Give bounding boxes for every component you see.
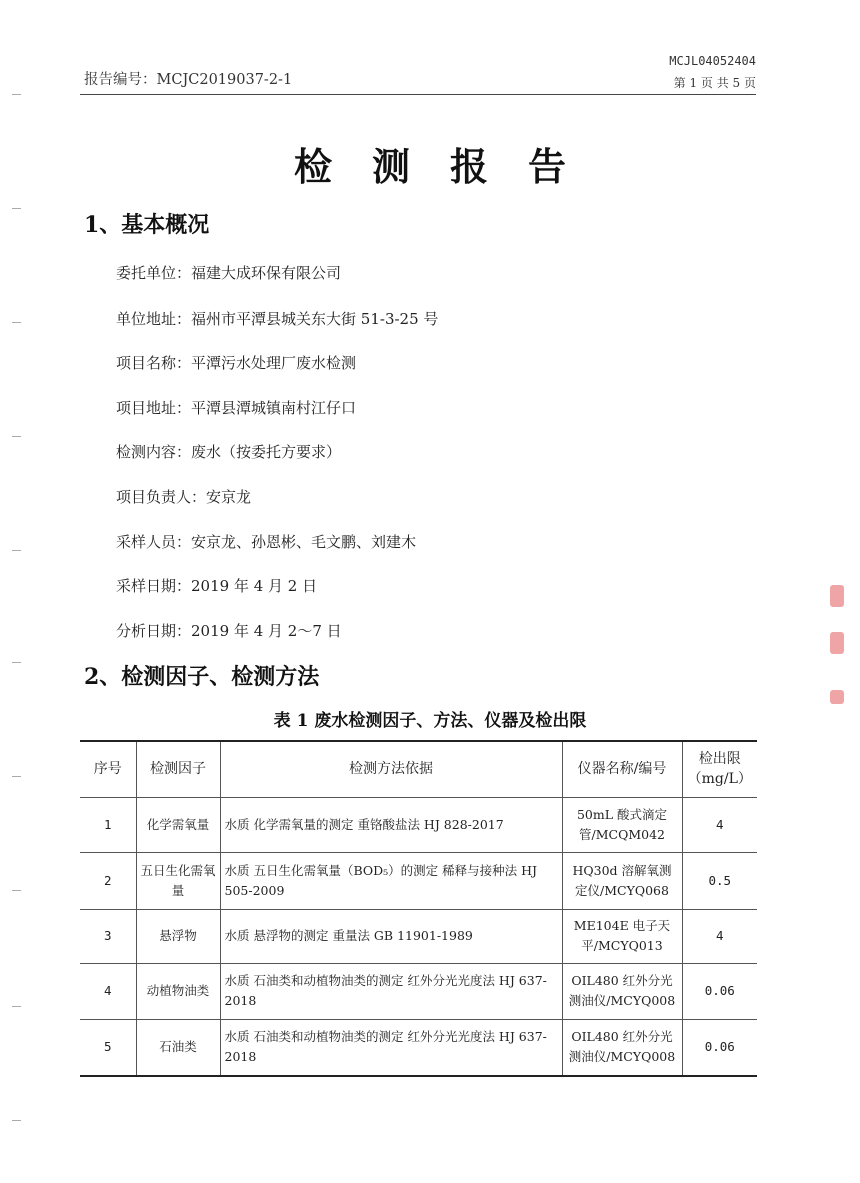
cell-instrument: OIL480 红外分光测油仪/MCYQ008 bbox=[562, 963, 682, 1019]
methods-table bbox=[80, 740, 757, 1077]
info-row-address bbox=[116, 308, 438, 329]
seal-fragment bbox=[830, 690, 844, 704]
cell-factor: 石油类 bbox=[136, 1019, 220, 1076]
info-label: 采样日期： bbox=[116, 577, 192, 595]
info-label: 委托单位： bbox=[116, 264, 192, 282]
cell-method: 水质 五日生化需氧量（BOD₅）的测定 稀释与接种法 HJ 505-2009 bbox=[220, 852, 562, 909]
column-header: 仪器名称/编号 bbox=[562, 741, 682, 797]
info-value: 安京龙 bbox=[206, 488, 252, 506]
cell-method: 水质 石油类和动植物油类的测定 红外分光光度法 HJ 637-2018 bbox=[220, 1019, 562, 1076]
column-header: 检测因子 bbox=[136, 741, 220, 797]
document-code: MCJL04052404 bbox=[669, 54, 756, 68]
cell-limit: 0.5 bbox=[682, 852, 757, 909]
cell-no: 1 bbox=[80, 797, 136, 852]
cell-limit: 4 bbox=[682, 797, 757, 852]
cell-method: 水质 化学需氧量的测定 重铬酸盐法 HJ 828-2017 bbox=[220, 797, 562, 852]
info-value: 福建大成环保有限公司 bbox=[191, 264, 342, 282]
margin-mark bbox=[12, 322, 21, 323]
cell-no: 3 bbox=[80, 909, 136, 963]
cell-instrument: OIL480 红外分光测油仪/MCYQ008 bbox=[562, 1019, 682, 1076]
cell-factor: 五日生化需氧量 bbox=[136, 852, 220, 909]
margin-mark bbox=[12, 776, 21, 777]
info-value: 2019 年 4 月 2～7 日 bbox=[191, 622, 342, 640]
table-row bbox=[80, 909, 757, 963]
info-row-project-address bbox=[116, 397, 356, 418]
cell-limit: 4 bbox=[682, 909, 757, 963]
cell-instrument: HQ30d 溶解氧测定仪/MCYQ068 bbox=[562, 852, 682, 909]
info-label: 单位地址： bbox=[116, 310, 192, 328]
cell-limit: 0.06 bbox=[682, 1019, 757, 1076]
cell-factor: 悬浮物 bbox=[136, 909, 220, 963]
info-label: 项目名称： bbox=[116, 354, 192, 372]
info-label: 采样人员： bbox=[116, 533, 192, 551]
cell-method: 水质 悬浮物的测定 重量法 GB 11901-1989 bbox=[220, 909, 562, 963]
table-row bbox=[80, 852, 757, 909]
info-row-client bbox=[116, 262, 341, 283]
header-rule bbox=[80, 94, 756, 95]
info-row-analysis-date bbox=[116, 620, 342, 641]
cell-no: 2 bbox=[80, 852, 136, 909]
cell-factor: 动植物油类 bbox=[136, 963, 220, 1019]
info-row-project-name bbox=[116, 352, 356, 373]
margin-mark bbox=[12, 208, 21, 209]
cell-no: 4 bbox=[80, 963, 136, 1019]
table-row bbox=[80, 1019, 757, 1076]
info-row-samplers bbox=[116, 531, 416, 552]
info-label: 项目地址： bbox=[116, 399, 192, 417]
page-info: 第 1 页 共 5 页 bbox=[673, 76, 756, 90]
info-value: 平潭污水处理厂废水检测 bbox=[191, 354, 357, 372]
column-header: 序号 bbox=[80, 741, 136, 797]
info-label: 项目负责人： bbox=[116, 488, 207, 506]
table-row bbox=[80, 963, 757, 1019]
table-row bbox=[80, 797, 757, 852]
margin-mark bbox=[12, 662, 21, 663]
seal-fragment bbox=[830, 585, 844, 607]
info-value: 安京龙、孙恩彬、毛文鹏、刘建木 bbox=[191, 533, 417, 551]
margin-mark bbox=[12, 1006, 21, 1007]
section-methods-heading: 2、检测因子、检测方法 bbox=[84, 664, 320, 690]
margin-mark bbox=[12, 94, 21, 95]
info-row-project-lead bbox=[116, 486, 251, 507]
cell-factor: 化学需氧量 bbox=[136, 797, 220, 852]
info-label: 检测内容： bbox=[116, 443, 192, 461]
margin-mark bbox=[12, 436, 21, 437]
info-row-sampling-date bbox=[116, 575, 317, 596]
seal-fragment bbox=[830, 632, 844, 654]
cell-no: 5 bbox=[80, 1019, 136, 1076]
cell-instrument: 50mL 酸式滴定管/MCQM042 bbox=[562, 797, 682, 852]
margin-mark bbox=[12, 550, 21, 551]
info-row-test-content bbox=[116, 441, 341, 462]
info-label: 分析日期： bbox=[116, 622, 192, 640]
column-header: 检出限（mg/L） bbox=[682, 741, 757, 797]
cell-limit: 0.06 bbox=[682, 963, 757, 1019]
info-value: 2019 年 4 月 2 日 bbox=[191, 577, 318, 595]
report-number: 报告编号：MCJC2019037-2-1 bbox=[84, 72, 293, 88]
margin-mark bbox=[12, 1120, 21, 1121]
info-value: 福州市平潭县城关东大街 51-3-25 号 bbox=[191, 310, 439, 328]
column-header: 检测方法依据 bbox=[220, 741, 562, 797]
page-title: 检测报告 bbox=[293, 144, 606, 189]
table-header-row bbox=[80, 741, 757, 797]
cell-instrument: ME104E 电子天平/MCYQ013 bbox=[562, 909, 682, 963]
info-value: 平潭县潭城镇南村江仔口 bbox=[191, 399, 357, 417]
margin-mark bbox=[12, 890, 21, 891]
table-caption: 表 1 废水检测因子、方法、仪器及检出限 bbox=[273, 711, 587, 731]
section-basic-heading: 1、基本概况 bbox=[84, 212, 210, 238]
info-value: 废水（按委托方要求） bbox=[191, 443, 342, 461]
cell-method: 水质 石油类和动植物油类的测定 红外分光光度法 HJ 637-2018 bbox=[220, 963, 562, 1019]
